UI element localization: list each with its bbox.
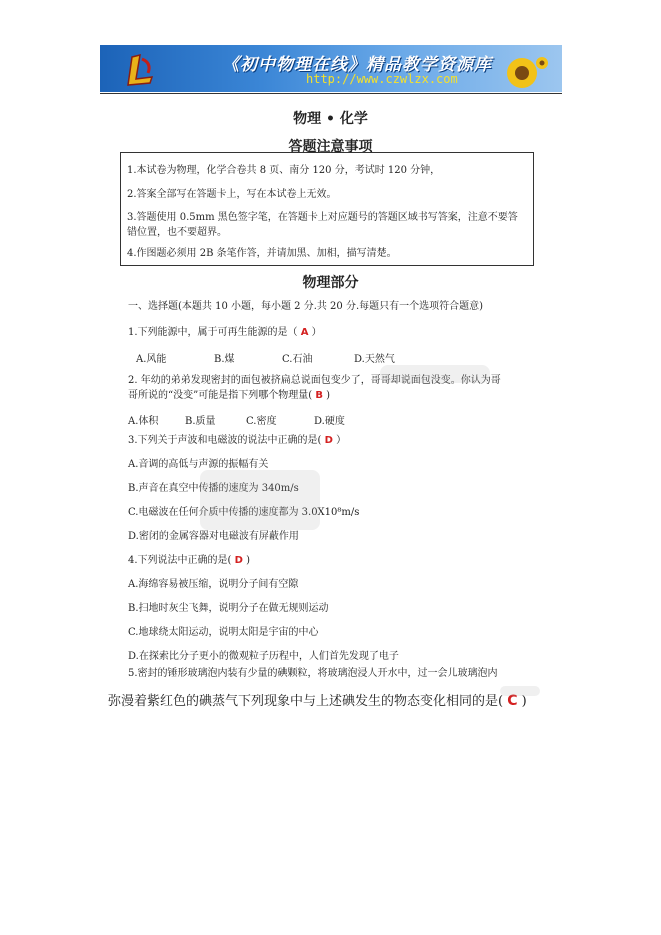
scan-smudge [380, 365, 490, 383]
question-stem: 哥所说的“没变”可能是指下列哪个物理量( [128, 390, 313, 401]
option-d: D.硬度 [314, 416, 345, 427]
option-b: B.质量 [185, 416, 216, 427]
option-c: C.密度 [246, 416, 277, 427]
banner-url: http://www.czwlzx.com [306, 72, 458, 86]
subject-title: 物理 • 化学 [293, 111, 368, 127]
question-1 [128, 326, 322, 340]
notice-item: 3.答题使用 0.5mm 黑色签字笔，在答题卡上对应题号的答题区域书写答案，注意不要答错位置，也不要超界。 [127, 212, 518, 238]
header-banner [100, 45, 562, 92]
option-a: A.音调的高低与声源的振幅有关 [128, 459, 269, 470]
scan-smudge [200, 470, 320, 530]
option-b: B.扫地时灰尘飞舞，说明分子在做无规则运动 [128, 603, 329, 614]
question-2-line1: 2. 年幼的弟弟发现密封的面包被挤扁总说面包变少了，哥哥却说面包没变。你认为哥 [128, 375, 501, 386]
answer-mark: D [324, 435, 333, 446]
question-close: ） [336, 435, 347, 446]
notice-title: 答题注意事项 [288, 139, 373, 155]
option-d: D.密闭的金属容器对电磁波有屏蔽作用 [128, 531, 299, 542]
notice-item: 2.答案全部写在答题卡上，写在本试卷上无效。 [127, 189, 337, 200]
answer-mark: B [315, 390, 323, 401]
option-a: A.体积 [128, 416, 159, 427]
sunflower-icon [492, 51, 550, 91]
section-instruction: 一、选择题(本题共 10 小题，每小题 2 分.共 20 分.每题只有一个选项符合题意) [128, 301, 484, 312]
option-c: C.地球绕太阳运动，说明太阳是宇宙的中心 [128, 627, 319, 638]
question-5-line2 [108, 690, 527, 709]
notice-item: 4.作图题必须用 2B 条笔作答，并请加黑、加相，描写清楚。 [127, 248, 397, 259]
question-stem: 3.下列关于声波和电磁波的说法中正确的是( [128, 435, 322, 446]
notice-item: 1.本试卷为物理，化学合卷共 8 页、南分 120 分，考试时 120 分钟， [127, 165, 441, 176]
question-stem: 1.下列能源中，属于可再生能源的是（ [128, 327, 298, 338]
question-close: ) [326, 390, 331, 401]
section-title: 物理部分 [302, 275, 359, 291]
option-b: B.声音在真空中传播的速度为 340m/s [128, 483, 299, 494]
notice-box [120, 152, 534, 266]
scan-smudge [500, 686, 540, 696]
question-2-line2 [128, 389, 330, 403]
question-stem: 弥漫着紫红色的碘蒸气下列现象中与上述碘发生的物态变化相同的是( [108, 694, 504, 709]
question-3 [128, 434, 346, 448]
option-d: D.天然气 [354, 354, 395, 365]
option-a: A.风能 [136, 354, 167, 365]
answer-mark: A [300, 327, 309, 338]
question-stem: 4.下列说法中正确的是( [128, 555, 232, 566]
question-close: ) [246, 555, 251, 566]
option-b: B.煤 [214, 354, 235, 365]
answer-mark: D [234, 555, 243, 566]
question-5-line1: 5.密封的锤形玻璃泡内装有少量的碘颗粒，将玻璃泡浸人开水中，过一会儿玻璃泡内 [128, 668, 498, 679]
option-c: C.电磁波在任何介质中传播的速度都为 3.0X10⁸m/s [128, 507, 360, 518]
header-rule [100, 93, 562, 94]
option-a: A.海绵容易被压缩，说明分子间有空隙 [128, 579, 299, 590]
question-close: ） [311, 327, 322, 338]
banner-title: 《初中物理在线》精品教学资源库 [222, 55, 492, 75]
option-d: D.在探索比分子更小的微观粒子历程中，人们首先发现了电子 [128, 651, 399, 662]
question-close: ) [521, 694, 527, 709]
logo-icon [122, 49, 162, 89]
question-4 [128, 554, 250, 568]
answer-mark: C [507, 693, 518, 709]
option-c: C.石油 [282, 354, 313, 365]
